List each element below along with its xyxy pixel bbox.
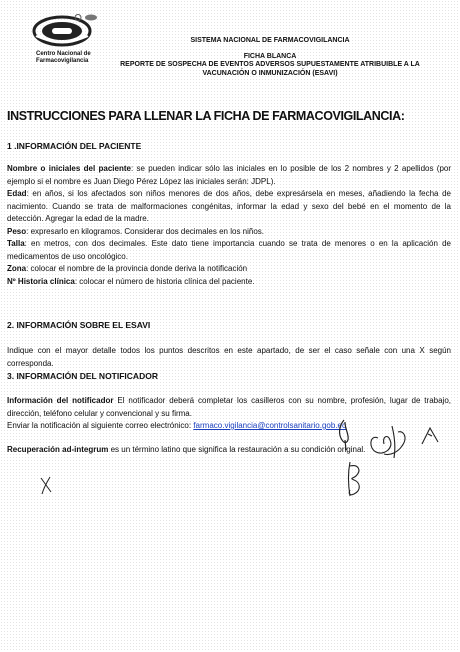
section-1-title: 1 .INFORMACIÓN DEL PACIENTE	[7, 141, 142, 151]
notificador-instruction	[7, 395, 451, 420]
enviar-text: Enviar la notificación al siguiente correo electrónico:	[7, 421, 194, 430]
talla-text: : en metros, con dos decimales. Este dato tiene importancia cuando se trata de menores o en la aplicación de medicamentos de uso oncológico.	[7, 239, 451, 261]
notificador-text: El notificador deberá completar los casilleros con su nombre, profesión, lugar de trabajo, dirección, teléfono celular y convencional y su firma.	[7, 396, 451, 418]
edad-label: Edad	[7, 189, 27, 198]
signature-mark-3	[418, 424, 442, 446]
zona-instruction	[7, 263, 451, 276]
page-title: INSTRUCCIONES PARA LLENAR LA FICHA DE FARMACOVIGILANCIA:	[7, 109, 405, 123]
edad-text: : en años, si los afectados son niños menores de dos años, debe expresársela en meses, añadiendo la fecha de nacimiento. Cuando se trata de malformaciones congénitas, informar la edad y sexo del bebé en el momento de la detección. Agregar la edad de la madre.	[7, 189, 451, 223]
logo-emblem-icon	[32, 14, 92, 48]
form-name: FICHA BLANCA	[243, 53, 297, 60]
nombre-instruction	[7, 163, 451, 188]
signature-mark-2	[364, 418, 412, 462]
talla-instruction	[7, 238, 451, 263]
historia-text: : colocar el número de historia clínica del paciente.	[74, 276, 255, 286]
signature-mark-4	[342, 460, 368, 500]
email-link[interactable]: farmaco.vigilancia@controlsanitario.gob.ec	[193, 421, 346, 430]
signature-mark-1	[336, 418, 354, 452]
recuperacion-text: es un término latino que significa la restauración a su condición original.	[108, 445, 366, 454]
talla-label: Talla	[7, 239, 25, 248]
system-name: SISTEMA NACIONAL DE FARMACOVIGILANCIA	[190, 37, 350, 44]
peso-text: : expresarlo en kilogramos. Considerar dos decimales en los niños.	[26, 226, 265, 236]
peso-instruction	[7, 226, 451, 239]
cnf-logo	[30, 14, 102, 70]
logo-text-line1: Centro Nacional de	[36, 51, 91, 57]
edad-instruction	[7, 188, 451, 226]
zona-text: : colocar el nombre de la provincia donde deriva la notificación	[26, 264, 248, 273]
section-3-title: 3. INFORMACIÓN DEL NOTIFICADOR	[7, 371, 158, 381]
small-emblem-icon	[84, 14, 98, 21]
esavi-instruction: Indique con el mayor detalle todos los puntos descritos en este apartado, de ser el caso señale con una X según corresponda.	[7, 346, 451, 368]
handwritten-x-mark	[38, 474, 54, 496]
historia-label: Nº Historia clínica	[7, 276, 75, 286]
form-title: REPORTE DE SOSPECHA DE EVENTOS ADVERSOS SUPUESTAMENTE ATRIBUIBLE A LA VACUNACIÓN O INMUNIZACIÓN (ESAVI)	[120, 61, 420, 77]
section-2-title: 2. INFORMACIÓN SOBRE EL ESAVI	[7, 320, 151, 330]
small-seal-icon	[74, 14, 82, 21]
peso-label: Peso	[7, 226, 27, 236]
notificador-label: Información del notificador	[7, 396, 114, 405]
historia-instruction	[7, 276, 451, 289]
logo-text-line2: Farmacovigilancia	[36, 58, 89, 64]
section-2-body	[7, 345, 451, 370]
nombre-text: : se pueden indicar sólo las iniciales en lo posible de los 2 nombres y 2 apellidos (por ejemplo si el nombre es Juan Diego Pérez López las iniciales serán: JDPL).	[7, 164, 452, 186]
section-1-body	[7, 163, 451, 288]
recuperacion-label: Recuperación ad-integrum	[7, 445, 109, 454]
nombre-label: Nombre o iniciales del paciente	[7, 164, 131, 173]
zona-label: Zona	[7, 264, 27, 273]
